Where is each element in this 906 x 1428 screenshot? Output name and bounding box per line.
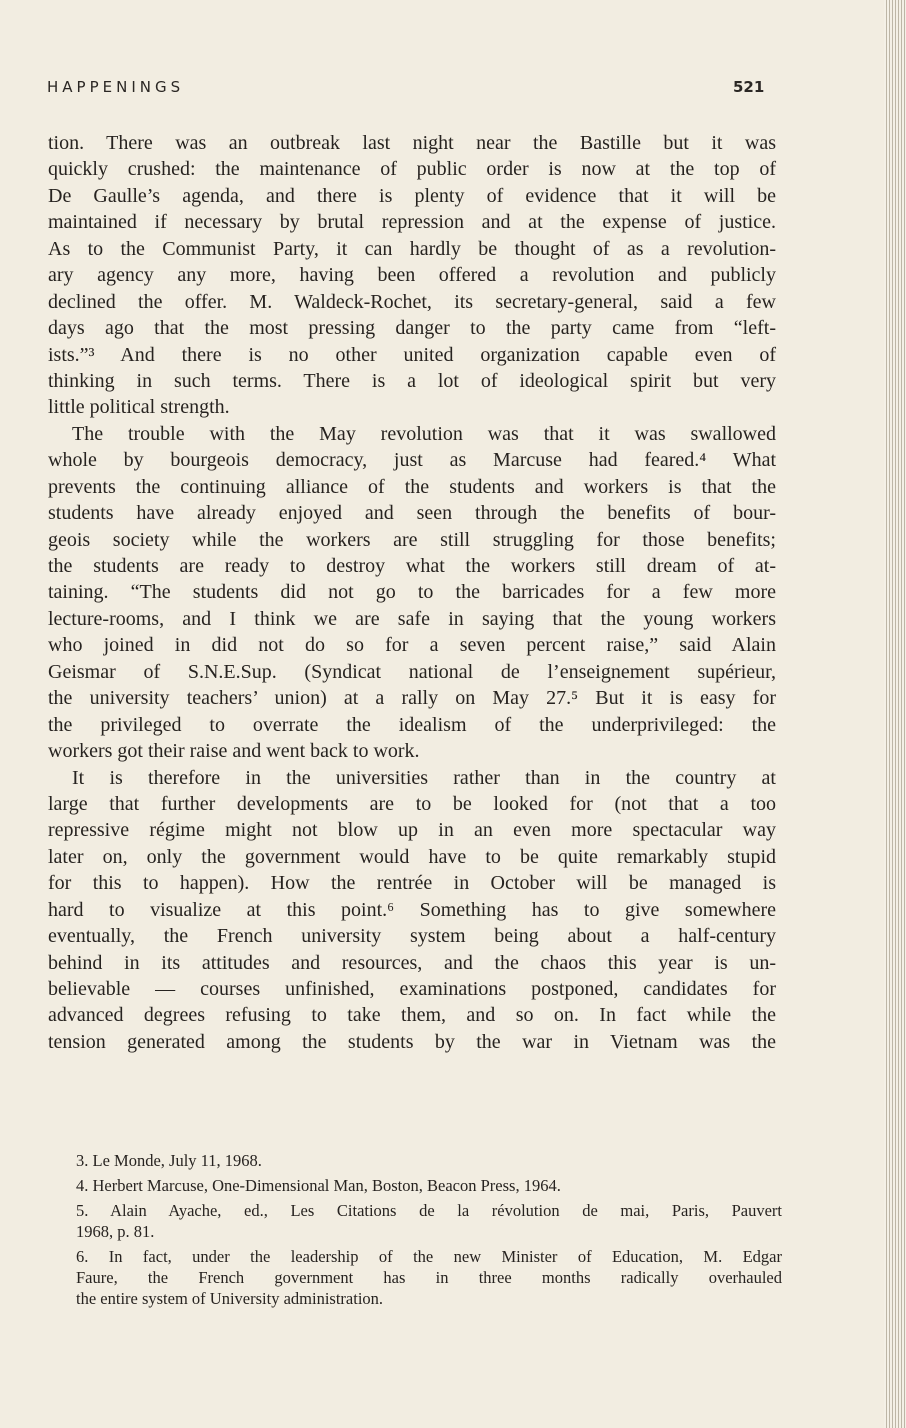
text-line: hard to visualize at this point.⁶ Something has to give somewhere (48, 898, 776, 921)
footnotes (76, 1150, 782, 1313)
text-line: days ago that the most pressing danger to the party came from “left- (48, 317, 776, 340)
text-line: believable — courses unfinished, examinations postponed, candidates for (48, 978, 776, 1000)
footnote-line: 4. Herbert Marcuse, One-Dimensional Man, Boston, Beacon Press, 1964. (76, 1176, 561, 1195)
text-line: repressive régime might not blow up in an even more spectacular way (48, 819, 776, 842)
body-text (48, 130, 776, 1055)
text-line: later on, only the government would have to be quite remarkably stupid (48, 845, 776, 868)
text-line: As to the Communist Party, it can hardly be thought of as a revolution- (48, 237, 776, 260)
text-line: quickly crushed: the maintenance of public order is now at the top of (48, 158, 776, 181)
text-line: declined the offer. M. Waldeck-Rochet, its secretary-general, said a few (48, 290, 776, 313)
text-line: prevents the continuing alliance of the students and workers is that the (48, 475, 776, 498)
footnote-4 (76, 1175, 782, 1196)
text-line: large that further developments are to be looked for (not that a too (48, 792, 776, 815)
text-line: the university teachers’ union) at a rally on May 27.⁵ But it is easy for (48, 687, 776, 710)
footnote-line: Faure, the French government has in three months radically overhauled (76, 1268, 782, 1287)
text-line: workers got their raise and went back to work. (48, 740, 420, 763)
text-line: advanced degrees refusing to take them, and so on. In fact while the (48, 1004, 776, 1027)
text-line: who joined in did not do so for a seven percent raise,” said Alain (48, 634, 776, 657)
footnote-6 (76, 1246, 782, 1309)
text-line: De Gaulle’s agenda, and there is plenty of evidence that it will be (48, 184, 776, 207)
text-line: the students are ready to destroy what the workers still dream of at- (48, 555, 776, 577)
text-line: ists.”³ And there is no other united organization capable even of (48, 343, 776, 366)
footnote-line: 3. Le Monde, July 11, 1968. (76, 1151, 262, 1170)
text-line: for this to happen). How the rentrée in October will be managed is (48, 872, 776, 895)
text-line: whole by bourgeois democracy, just as Marcuse had feared.⁴ What (48, 449, 776, 472)
text-line: eventually, the French university system being about a half-century (48, 925, 776, 948)
text-line: The trouble with the May revolution was that it was swallowed (72, 422, 776, 445)
text-line: behind in its attitudes and resources, and the chaos this year is un- (48, 951, 776, 974)
text-line: lecture-rooms, and I think we are safe in saying that the young workers (48, 607, 776, 630)
text-line: thinking in such terms. There is a lot of ideological spirit but very (48, 369, 776, 392)
footnote-line: the entire system of University administration. (76, 1289, 384, 1308)
text-line: ary agency any more, having been offered a revolution and publicly (48, 264, 776, 287)
footnote-5 (76, 1200, 782, 1242)
footnote-3 (76, 1150, 782, 1171)
text-line: tion. There was an outbreak last night near the Bastille but it was (48, 132, 776, 154)
text-line: tension generated among the students by the war in Vietnam was the (48, 1030, 776, 1053)
text-line: geois society while the workers are still struggling for those benefits; (48, 528, 776, 551)
footnote-line: 1968, p. 81. (76, 1222, 155, 1241)
text-line: the privileged to overrate the idealism of the underprivileged: the (48, 713, 776, 736)
page-number: 521 (733, 78, 765, 96)
footnote-line: 6. In fact, under the leadership of the new Minister of Education, M. Edgar (76, 1247, 782, 1266)
page-stack-edge (884, 0, 906, 1428)
text-line: little political strength. (48, 396, 230, 419)
running-head: HAPPENINGS (47, 78, 185, 96)
footnote-line: 5. Alain Ayache, ed., Les Citations de la révolution de mai, Paris, Pauvert (76, 1201, 782, 1220)
text-line: students have already enjoyed and seen through the benefits of bour- (48, 502, 776, 525)
text-line: It is therefore in the universities rather than in the country at (72, 766, 776, 789)
text-line: Geismar of S.N.E.Sup. (Syndicat national de l’enseignement supérieur, (48, 660, 776, 683)
text-line: maintained if necessary by brutal repression and at the expense of justice. (48, 211, 776, 234)
text-line: taining. “The students did not go to the barricades for a few more (48, 581, 776, 604)
